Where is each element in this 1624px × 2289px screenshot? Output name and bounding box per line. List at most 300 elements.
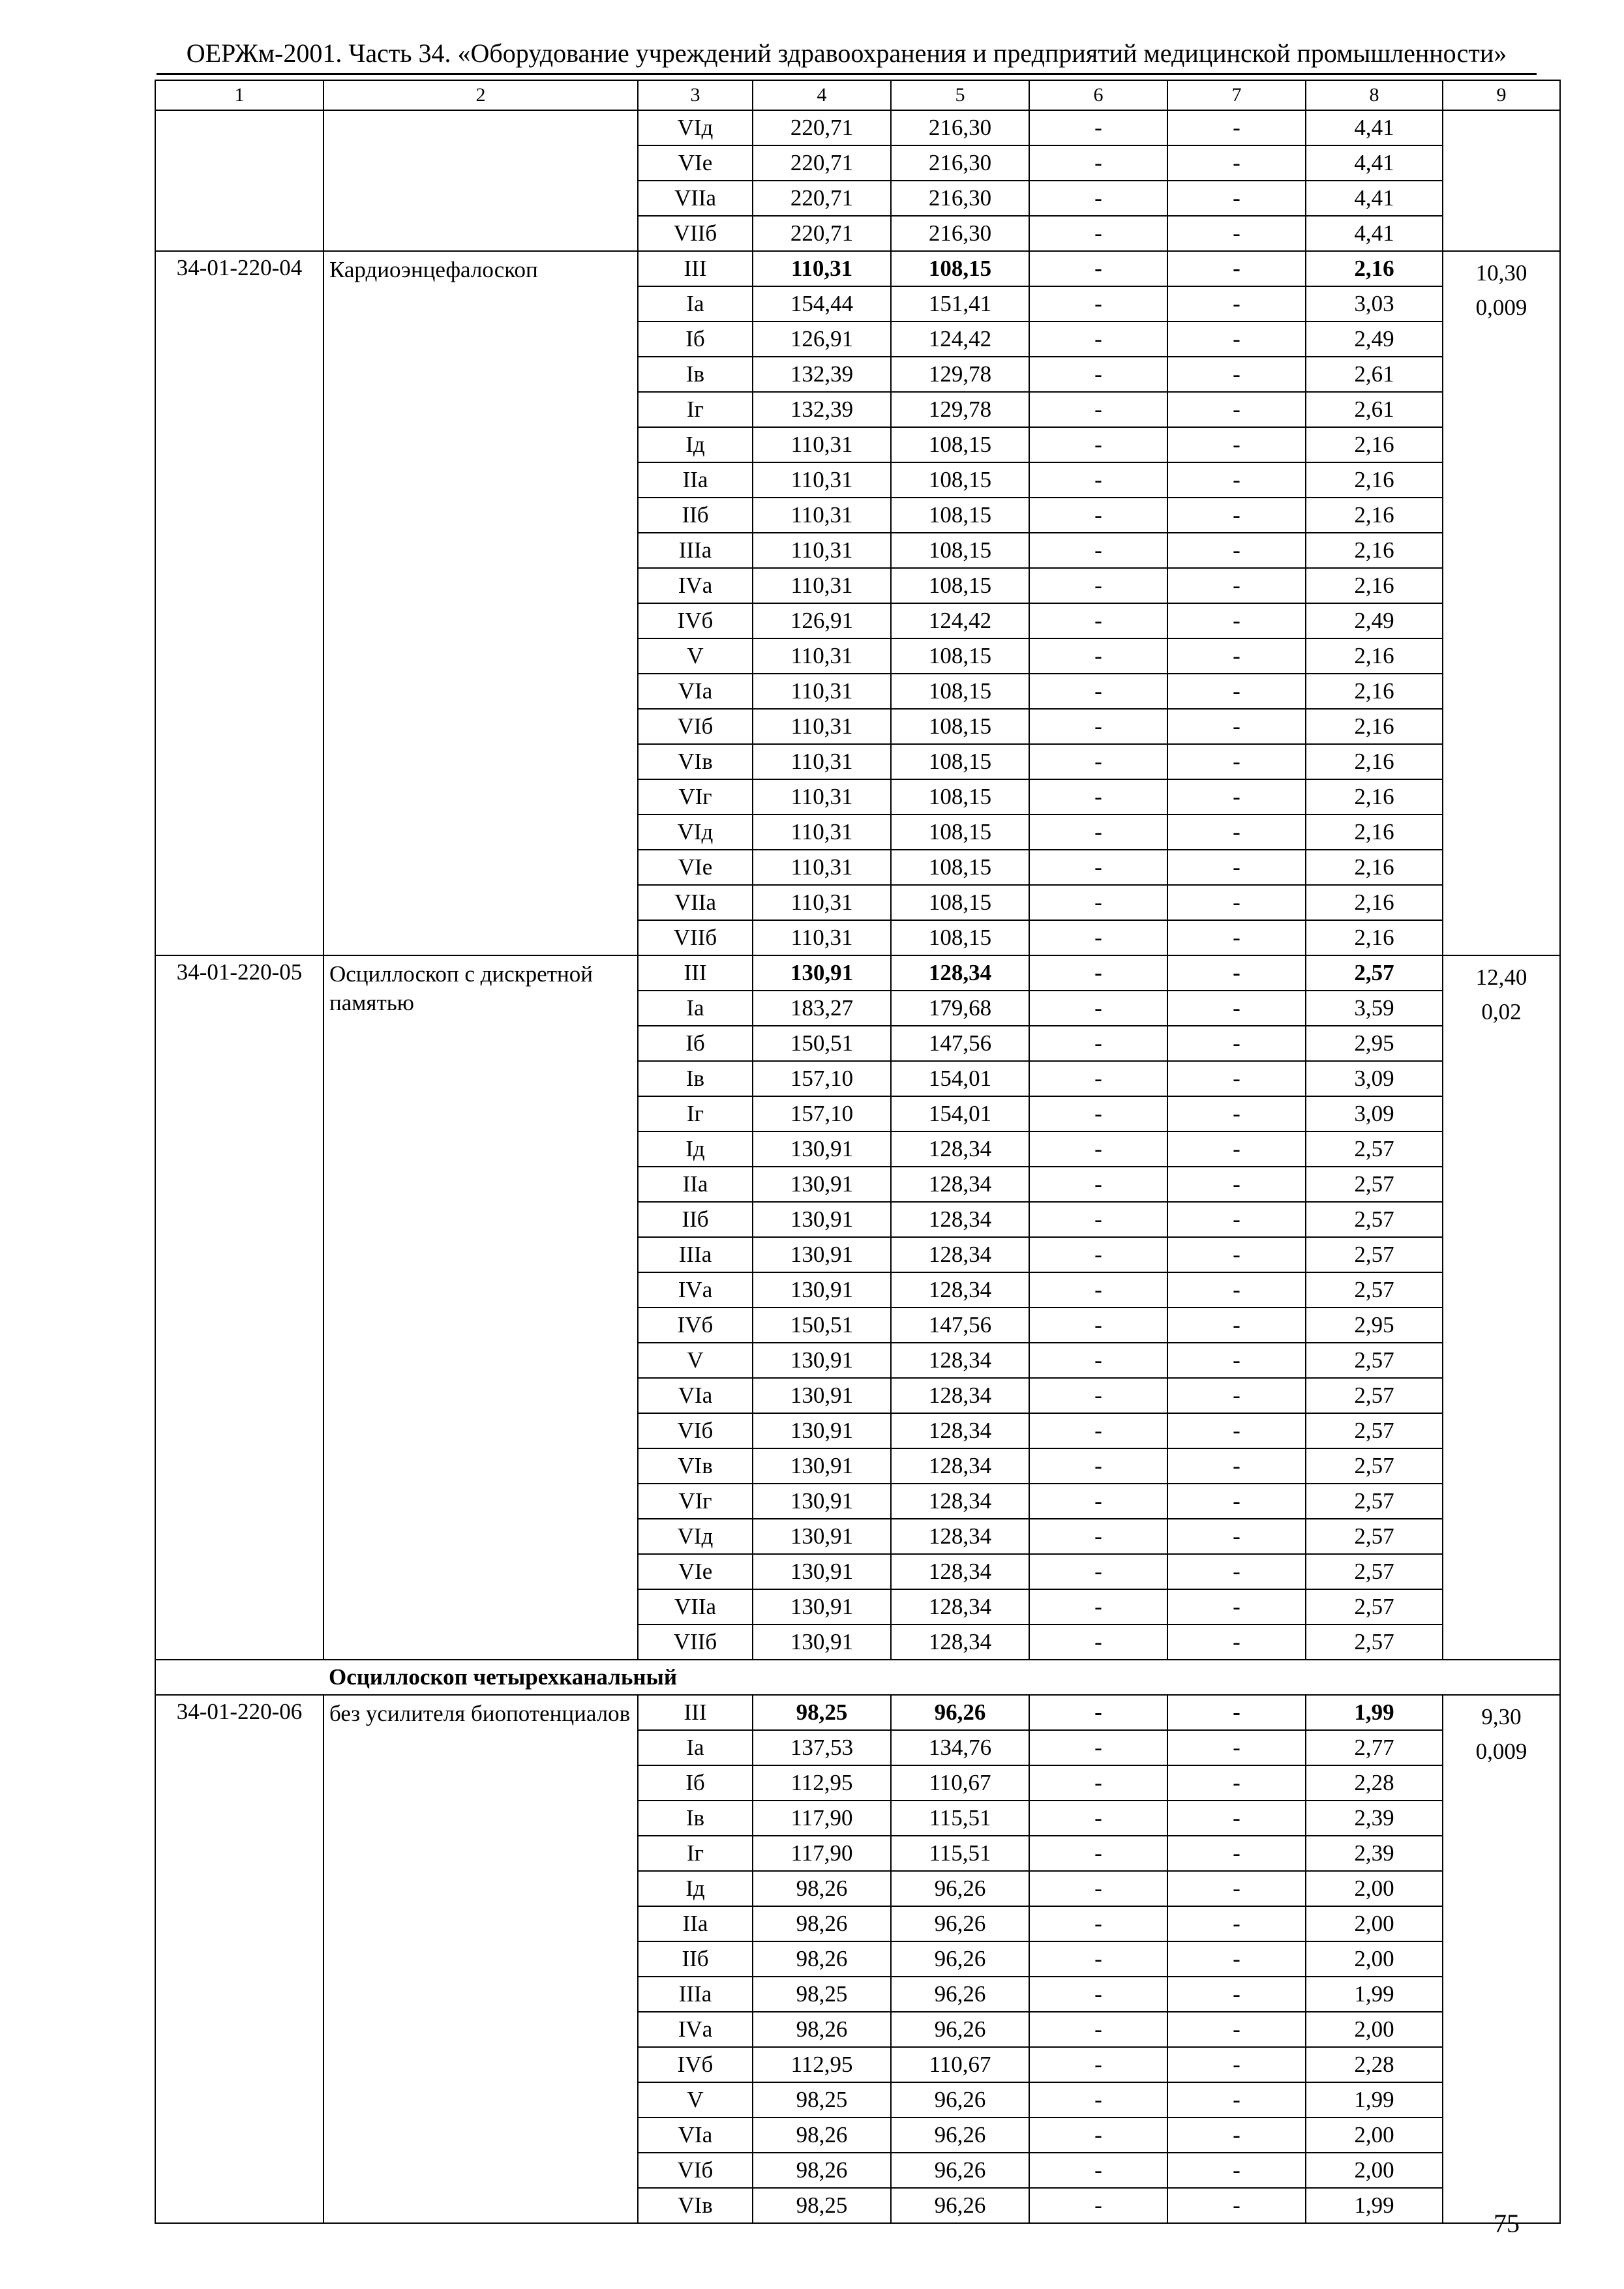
value-cell: -	[1167, 1836, 1306, 1871]
value-cell: -	[1167, 1167, 1306, 1202]
value-cell: 2,39	[1306, 1801, 1443, 1836]
value-cell: 147,56	[891, 1308, 1029, 1343]
value-cell: 150,51	[753, 1026, 891, 1061]
value-cell: 2,00	[1306, 2117, 1443, 2153]
value-cell: 2,16	[1306, 885, 1443, 920]
value-cell: 108,15	[891, 674, 1029, 709]
value-cell: 2,16	[1306, 251, 1443, 286]
item-code: 34-01-220-06	[155, 1695, 323, 2223]
value-cell: -	[1167, 1519, 1306, 1554]
value-cell: 2,00	[1306, 2012, 1443, 2047]
value-cell: -	[1029, 1378, 1167, 1413]
column-9-values	[1443, 1695, 1560, 2223]
value-cell: -	[1167, 1871, 1306, 1906]
value-cell: -	[1029, 110, 1167, 145]
value-cell: 216,30	[891, 110, 1029, 145]
value-cell: -	[1029, 286, 1167, 322]
value-cell: -	[1029, 251, 1167, 286]
value-cell: -	[1029, 1448, 1167, 1484]
zone-cell: VIв	[638, 1448, 753, 1484]
value-cell: 115,51	[891, 1836, 1029, 1871]
value-cell: 3,59	[1306, 991, 1443, 1026]
value-cell: 129,78	[891, 392, 1029, 427]
value-cell: 1,99	[1306, 1977, 1443, 2012]
zone-cell: VIIа	[638, 181, 753, 216]
zone-cell: IIа	[638, 1906, 753, 1941]
value-cell: -	[1167, 744, 1306, 779]
zone-cell: Iв	[638, 357, 753, 392]
value-cell: 96,26	[891, 1977, 1029, 2012]
value-cell: 3,09	[1306, 1061, 1443, 1096]
value-cell: 108,15	[891, 815, 1029, 850]
value-cell: -	[1167, 462, 1306, 498]
value-cell: 98,26	[753, 2153, 891, 2188]
value-cell: -	[1167, 850, 1306, 885]
value-cell: -	[1167, 2047, 1306, 2082]
value-cell: -	[1167, 603, 1306, 638]
value-cell: 130,91	[753, 1519, 891, 1554]
value-cell: 98,26	[753, 1941, 891, 1977]
value-cell: 2,00	[1306, 1906, 1443, 1941]
value-cell: 96,26	[891, 1906, 1029, 1941]
zone-cell: Iб	[638, 1765, 753, 1801]
value-cell: 130,91	[753, 1413, 891, 1448]
column-number: 9	[1443, 80, 1560, 110]
value-cell: 2,57	[1306, 1131, 1443, 1167]
column-9-value: 0,02	[1481, 999, 1522, 1025]
value-cell: 110,31	[753, 638, 891, 674]
value-cell: -	[1167, 110, 1306, 145]
column-number: 5	[891, 80, 1029, 110]
value-cell: 2,00	[1306, 1871, 1443, 1906]
value-cell: -	[1167, 638, 1306, 674]
value-cell: -	[1029, 322, 1167, 357]
value-cell: 98,25	[753, 1695, 891, 1730]
value-cell: -	[1167, 1026, 1306, 1061]
value-cell: 98,26	[753, 2012, 891, 2047]
zone-cell: VIб	[638, 2153, 753, 2188]
value-cell: 98,25	[753, 1977, 891, 2012]
zone-cell: VIд	[638, 815, 753, 850]
value-cell: 128,34	[891, 1237, 1029, 1272]
value-cell: -	[1167, 1096, 1306, 1131]
value-cell: 124,42	[891, 322, 1029, 357]
value-cell: 128,34	[891, 1202, 1029, 1237]
value-cell: 110,31	[753, 568, 891, 603]
column-number: 6	[1029, 80, 1167, 110]
value-cell: 2,61	[1306, 392, 1443, 427]
zone-cell: IIIа	[638, 1977, 753, 2012]
value-cell: -	[1167, 2117, 1306, 2153]
zone-cell: III	[638, 251, 753, 286]
value-cell: 98,25	[753, 2082, 891, 2117]
value-cell: 117,90	[753, 1836, 891, 1871]
zone-cell: V	[638, 638, 753, 674]
value-cell: 108,15	[891, 709, 1029, 744]
value-cell: 108,15	[891, 462, 1029, 498]
zone-cell: IVа	[638, 568, 753, 603]
zone-cell: V	[638, 1343, 753, 1378]
value-cell: 128,34	[891, 1554, 1029, 1589]
value-cell: 2,61	[1306, 357, 1443, 392]
value-cell: 151,41	[891, 286, 1029, 322]
value-cell: 96,26	[891, 2082, 1029, 2117]
value-cell: 130,91	[753, 1554, 891, 1589]
value-cell: 2,16	[1306, 744, 1443, 779]
value-cell: -	[1029, 1765, 1167, 1801]
zone-cell: VIа	[638, 674, 753, 709]
value-cell: 154,01	[891, 1096, 1029, 1131]
value-cell: 110,67	[891, 2047, 1029, 2082]
value-cell: -	[1167, 1695, 1306, 1730]
value-cell: 98,25	[753, 2188, 891, 2223]
value-cell: 4,41	[1306, 145, 1443, 181]
value-cell: 2,28	[1306, 2047, 1443, 2082]
value-cell: 2,57	[1306, 1519, 1443, 1554]
item-name	[323, 110, 638, 251]
value-cell: -	[1029, 638, 1167, 674]
value-cell: 216,30	[891, 181, 1029, 216]
value-cell: 150,51	[753, 1308, 891, 1343]
value-cell: 183,27	[753, 991, 891, 1026]
value-cell: 220,71	[753, 216, 891, 251]
item-name: Кардиоэнцефалоскоп	[323, 251, 638, 955]
value-cell: 2,16	[1306, 709, 1443, 744]
value-cell: 2,16	[1306, 638, 1443, 674]
value-cell: -	[1167, 1941, 1306, 1977]
value-cell: -	[1029, 920, 1167, 955]
value-cell: -	[1029, 462, 1167, 498]
value-cell: 112,95	[753, 2047, 891, 2082]
value-cell: -	[1029, 2082, 1167, 2117]
value-cell: -	[1029, 1624, 1167, 1660]
item-code	[155, 110, 323, 251]
value-cell: -	[1029, 2047, 1167, 2082]
value-cell: 130,91	[753, 1202, 891, 1237]
value-cell: 2,57	[1306, 1448, 1443, 1484]
value-cell: -	[1029, 2117, 1167, 2153]
column-number: 4	[753, 80, 891, 110]
value-cell: 110,31	[753, 674, 891, 709]
section-title: Осциллоскоп четырехканальный	[323, 1660, 1560, 1695]
value-cell: -	[1029, 216, 1167, 251]
value-cell: -	[1167, 779, 1306, 815]
item-name: Осциллоскоп с дискретной памятью	[323, 955, 638, 1660]
value-cell: 110,31	[753, 885, 891, 920]
value-cell: -	[1167, 251, 1306, 286]
value-cell: 108,15	[891, 251, 1029, 286]
value-cell: 96,26	[891, 2188, 1029, 2223]
value-cell: -	[1029, 815, 1167, 850]
value-cell: -	[1167, 709, 1306, 744]
zone-cell: VIе	[638, 1554, 753, 1589]
value-cell: 2,16	[1306, 533, 1443, 568]
value-cell: -	[1167, 1061, 1306, 1096]
zone-cell: VIIб	[638, 920, 753, 955]
value-cell: 130,91	[753, 1131, 891, 1167]
value-cell: 2,28	[1306, 1765, 1443, 1801]
value-cell: -	[1029, 568, 1167, 603]
value-cell: 2,57	[1306, 1413, 1443, 1448]
value-cell: 2,57	[1306, 1589, 1443, 1624]
zone-cell: IIа	[638, 462, 753, 498]
value-cell: 110,31	[753, 850, 891, 885]
value-cell: -	[1167, 955, 1306, 991]
value-cell: 112,95	[753, 1765, 891, 1801]
value-cell: 2,77	[1306, 1730, 1443, 1765]
value-cell: 128,34	[891, 1413, 1029, 1448]
value-cell: 2,00	[1306, 2153, 1443, 2188]
zone-cell: VIIб	[638, 1624, 753, 1660]
zone-cell: VIе	[638, 145, 753, 181]
value-cell: 132,39	[753, 357, 891, 392]
table-row	[155, 110, 1560, 145]
zone-cell: Iб	[638, 1026, 753, 1061]
column-9-value: 0,009	[1475, 295, 1527, 320]
zone-cell: Iа	[638, 1730, 753, 1765]
zone-cell: IVб	[638, 603, 753, 638]
value-cell: -	[1167, 920, 1306, 955]
value-cell: -	[1167, 674, 1306, 709]
value-cell: -	[1167, 181, 1306, 216]
value-cell: 110,31	[753, 462, 891, 498]
zone-cell: VIг	[638, 1484, 753, 1519]
column-number: 2	[323, 80, 638, 110]
value-cell: 2,16	[1306, 462, 1443, 498]
value-cell: -	[1167, 1589, 1306, 1624]
value-cell: -	[1029, 991, 1167, 1026]
value-cell: 96,26	[891, 1695, 1029, 1730]
item-code: 34-01-220-05	[155, 955, 323, 1660]
value-cell: 108,15	[891, 850, 1029, 885]
value-cell: -	[1167, 1977, 1306, 2012]
value-cell: 2,16	[1306, 920, 1443, 955]
value-cell: 108,15	[891, 427, 1029, 462]
zone-cell: III	[638, 1695, 753, 1730]
value-cell: 2,57	[1306, 1202, 1443, 1237]
value-cell: 128,34	[891, 1448, 1029, 1484]
value-cell: 108,15	[891, 638, 1029, 674]
value-cell: -	[1167, 427, 1306, 462]
value-cell: -	[1167, 1906, 1306, 1941]
zone-cell: V	[638, 2082, 753, 2117]
value-cell: -	[1029, 1695, 1167, 1730]
table-row	[155, 955, 1560, 991]
zone-cell: IIб	[638, 498, 753, 533]
value-cell: 1,99	[1306, 2082, 1443, 2117]
column-9-value: 9,30	[1481, 1704, 1522, 1729]
value-cell: -	[1029, 2012, 1167, 2047]
value-cell: -	[1167, 1272, 1306, 1308]
value-cell: -	[1029, 2188, 1167, 2223]
value-cell: -	[1167, 322, 1306, 357]
value-cell: 2,00	[1306, 1941, 1443, 1977]
value-cell: 126,91	[753, 603, 891, 638]
zone-cell: Iв	[638, 1801, 753, 1836]
value-cell: 2,16	[1306, 674, 1443, 709]
value-cell: -	[1029, 1167, 1167, 1202]
value-cell: 220,71	[753, 181, 891, 216]
zone-cell: Iа	[638, 286, 753, 322]
zone-cell: VIIб	[638, 216, 753, 251]
zone-cell: Iд	[638, 427, 753, 462]
value-cell: -	[1029, 955, 1167, 991]
column-9-values	[1443, 955, 1560, 1660]
zone-cell: VIа	[638, 1378, 753, 1413]
value-cell: 96,26	[891, 1941, 1029, 1977]
value-cell: -	[1029, 1836, 1167, 1871]
value-cell: -	[1167, 357, 1306, 392]
value-cell: 110,31	[753, 920, 891, 955]
value-cell: 2,57	[1306, 955, 1443, 991]
value-cell: 2,16	[1306, 850, 1443, 885]
value-cell: 132,39	[753, 392, 891, 427]
value-cell: -	[1167, 216, 1306, 251]
value-cell: 2,16	[1306, 815, 1443, 850]
value-cell: 108,15	[891, 568, 1029, 603]
value-cell: -	[1167, 145, 1306, 181]
zone-cell: VIIа	[638, 1589, 753, 1624]
value-cell: 117,90	[753, 1801, 891, 1836]
value-cell: 2,16	[1306, 427, 1443, 462]
value-cell: 2,57	[1306, 1624, 1443, 1660]
zone-cell: IIб	[638, 1941, 753, 1977]
zone-cell: IIIа	[638, 1237, 753, 1272]
value-cell: 130,91	[753, 1448, 891, 1484]
zone-cell: VIд	[638, 1519, 753, 1554]
value-cell: -	[1167, 1343, 1306, 1378]
column-number: 1	[155, 80, 323, 110]
value-cell: -	[1029, 885, 1167, 920]
table-row	[155, 251, 1560, 286]
value-cell: 110,31	[753, 744, 891, 779]
zone-cell: IIIа	[638, 533, 753, 568]
norms-table	[155, 80, 1561, 2224]
value-cell: -	[1167, 1765, 1306, 1801]
value-cell: -	[1029, 181, 1167, 216]
value-cell: 110,31	[753, 533, 891, 568]
value-cell: -	[1029, 1589, 1167, 1624]
value-cell: -	[1029, 357, 1167, 392]
value-cell: 96,26	[891, 1871, 1029, 1906]
column-9-value: 12,40	[1475, 965, 1527, 990]
item-code: 34-01-220-04	[155, 251, 323, 955]
value-cell: 2,57	[1306, 1272, 1443, 1308]
value-cell: -	[1029, 1061, 1167, 1096]
value-cell: 128,34	[891, 955, 1029, 991]
value-cell: 1,99	[1306, 1695, 1443, 1730]
value-cell: -	[1029, 1801, 1167, 1836]
value-cell: 128,34	[891, 1484, 1029, 1519]
value-cell: 130,91	[753, 1343, 891, 1378]
value-cell: -	[1167, 2012, 1306, 2047]
value-cell: -	[1029, 1484, 1167, 1519]
value-cell: -	[1167, 1131, 1306, 1167]
value-cell: 137,53	[753, 1730, 891, 1765]
value-cell: 130,91	[753, 1237, 891, 1272]
value-cell: -	[1167, 1413, 1306, 1448]
value-cell: -	[1167, 533, 1306, 568]
value-cell: -	[1029, 2153, 1167, 2188]
value-cell: 110,31	[753, 498, 891, 533]
value-cell: -	[1029, 674, 1167, 709]
value-cell: 108,15	[891, 533, 1029, 568]
value-cell: 2,95	[1306, 1308, 1443, 1343]
zone-cell: VIв	[638, 2188, 753, 2223]
column-9-value: 10,30	[1475, 260, 1527, 286]
value-cell: -	[1167, 1554, 1306, 1589]
value-cell: 110,31	[753, 779, 891, 815]
value-cell: -	[1029, 1977, 1167, 2012]
zone-cell: Iд	[638, 1131, 753, 1167]
zone-cell: III	[638, 955, 753, 991]
value-cell: 129,78	[891, 357, 1029, 392]
value-cell: 2,16	[1306, 568, 1443, 603]
value-cell: 96,26	[891, 2012, 1029, 2047]
value-cell: -	[1029, 498, 1167, 533]
value-cell: -	[1029, 709, 1167, 744]
zone-cell: VIб	[638, 1413, 753, 1448]
value-cell: 2,57	[1306, 1554, 1443, 1589]
value-cell: -	[1029, 603, 1167, 638]
value-cell: -	[1029, 1941, 1167, 1977]
value-cell: -	[1167, 392, 1306, 427]
value-cell: 157,10	[753, 1061, 891, 1096]
value-cell: 4,41	[1306, 181, 1443, 216]
zone-cell: Iв	[638, 1061, 753, 1096]
header-rule	[157, 73, 1537, 75]
zone-cell: IVа	[638, 2012, 753, 2047]
zone-cell: VIг	[638, 779, 753, 815]
value-cell: 128,34	[891, 1343, 1029, 1378]
column-9-values	[1443, 110, 1560, 251]
value-cell: 110,31	[753, 709, 891, 744]
value-cell: 220,71	[753, 145, 891, 181]
value-cell: -	[1167, 2082, 1306, 2117]
value-cell: 157,10	[753, 1096, 891, 1131]
value-cell: 4,41	[1306, 110, 1443, 145]
value-cell: 98,26	[753, 2117, 891, 2153]
value-cell: 128,34	[891, 1378, 1029, 1413]
value-cell: 128,34	[891, 1589, 1029, 1624]
zone-cell: VIе	[638, 850, 753, 885]
value-cell: 108,15	[891, 885, 1029, 920]
value-cell: 216,30	[891, 145, 1029, 181]
value-cell: 2,95	[1306, 1026, 1443, 1061]
zone-cell: IVа	[638, 1272, 753, 1308]
value-cell: 98,26	[753, 1906, 891, 1941]
value-cell: 108,15	[891, 744, 1029, 779]
value-cell: -	[1029, 1096, 1167, 1131]
value-cell: -	[1029, 145, 1167, 181]
value-cell: 108,15	[891, 498, 1029, 533]
value-cell: 154,01	[891, 1061, 1029, 1096]
value-cell: 128,34	[891, 1272, 1029, 1308]
value-cell: 96,26	[891, 2117, 1029, 2153]
value-cell: -	[1167, 1730, 1306, 1765]
zone-cell: Iг	[638, 1096, 753, 1131]
zone-cell: IVб	[638, 2047, 753, 2082]
value-cell: 108,15	[891, 779, 1029, 815]
value-cell: 2,57	[1306, 1378, 1443, 1413]
value-cell: 130,91	[753, 1624, 891, 1660]
value-cell: 2,49	[1306, 603, 1443, 638]
value-cell: 2,57	[1306, 1484, 1443, 1519]
value-cell: 130,91	[753, 1484, 891, 1519]
value-cell: -	[1029, 744, 1167, 779]
value-cell: -	[1029, 1906, 1167, 1941]
value-cell: -	[1167, 498, 1306, 533]
